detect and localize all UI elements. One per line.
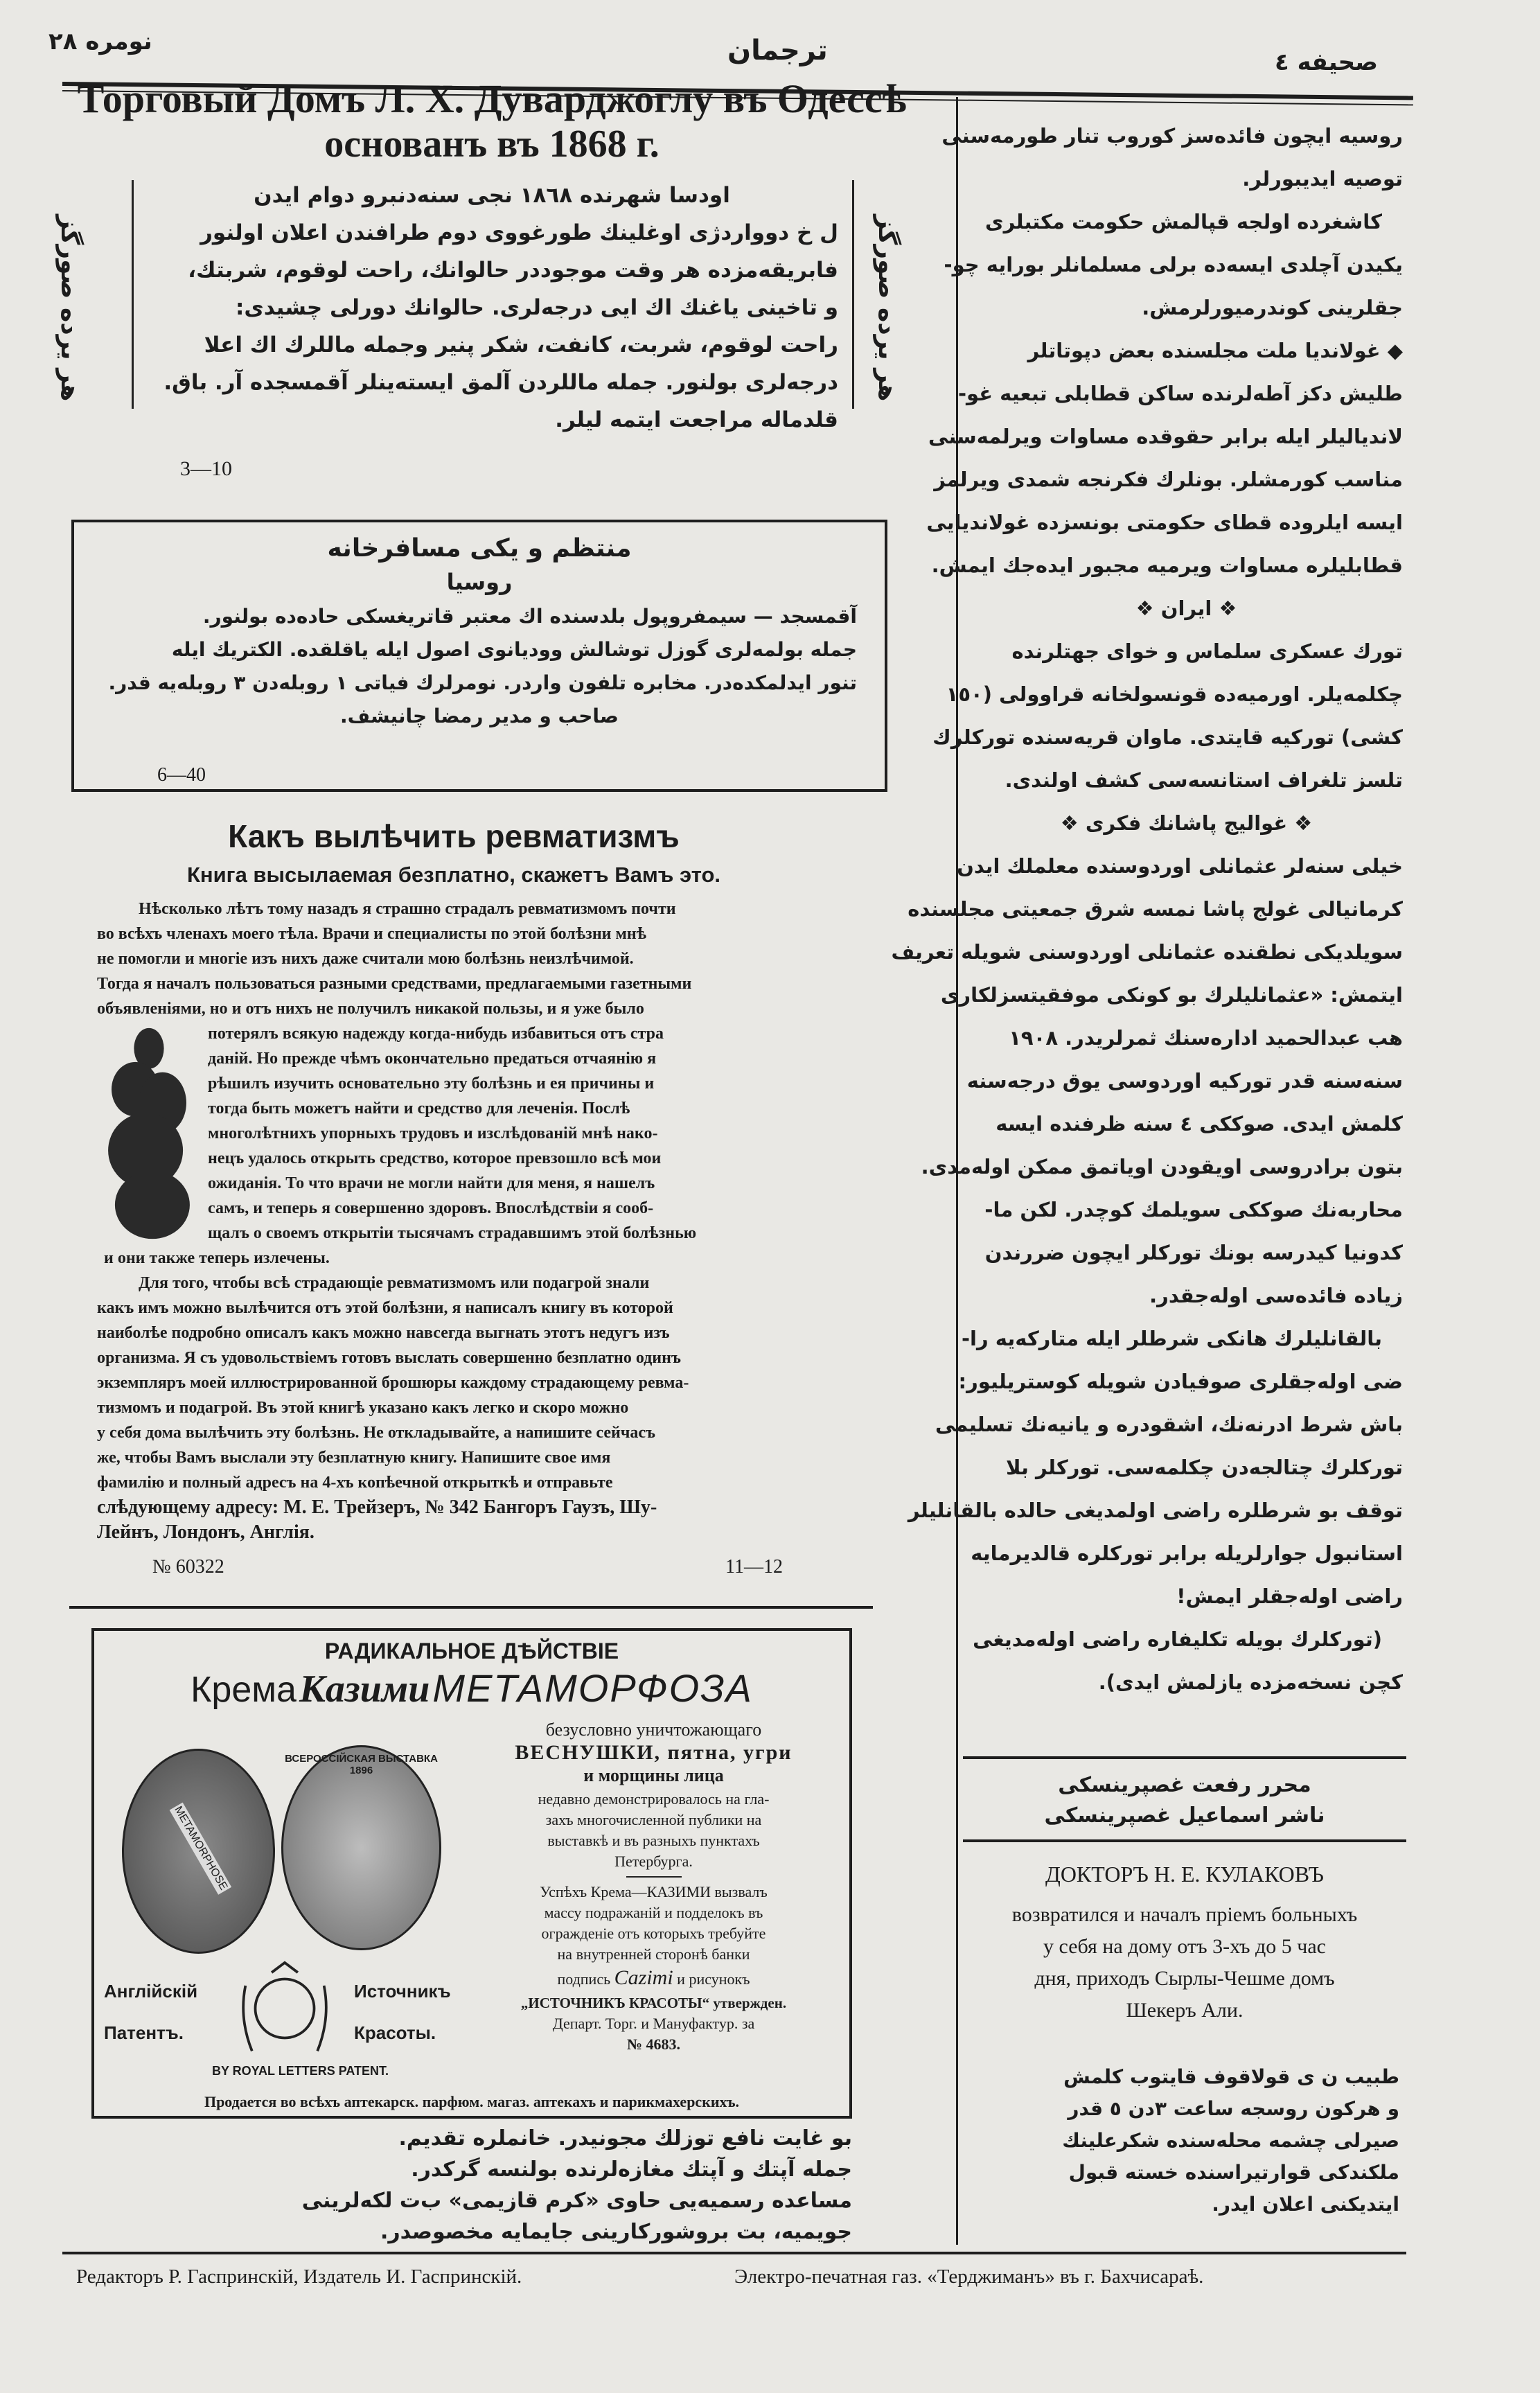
title-part: МЕТАМОРФОЗА xyxy=(432,1666,753,1710)
crest-caption: BY ROYAL LETTERS PATENT. xyxy=(212,2064,389,2078)
ad-rheumatism xyxy=(97,818,811,1578)
text-line: на внутренней сторонѣ банки xyxy=(557,1945,750,1963)
text-line: ل خ دوواردژی اوغلینك طورغووی دوم طرافندن اعلان اولنور xyxy=(200,220,838,245)
crest-label: Красоты. xyxy=(354,2022,436,2043)
ad-hotel-subtitle: روسیا xyxy=(446,569,513,595)
text-line: باش شرط ادرنه‌نك، اشقودره و یانیه‌نك تسلیمی xyxy=(935,1413,1403,1436)
text-line: тогда быть можетъ найти и средство для леченія. Послѣ xyxy=(208,1100,630,1118)
side-text-left: هر یرده صورگز xyxy=(55,215,84,402)
text-line: Успѣхъ Крема—КАЗИМИ вызвалъ xyxy=(540,1883,768,1900)
text-line: Шекеръ Али. xyxy=(1126,1999,1243,2022)
text-line: не помогли и многіе изъ нихъ даже считали мою болѣзнь неизлѣчимой. xyxy=(97,950,634,968)
text-line: многолѣтнихъ упорныхъ трудовъ и изслѣдованій мнѣ нако- xyxy=(208,1124,658,1142)
text-line: سویلدیکی نطقنده عثمانلی اوردوسنی شویله تعریف xyxy=(891,940,1403,964)
text-line: توصیه ایدیبورلر. xyxy=(1242,167,1403,191)
text-line: объявленіями, но и отъ нихъ не получилъ никакой пользы, и я уже было xyxy=(97,1000,644,1018)
text-line: راضی اوله‌جقلر ایمش! xyxy=(1176,1584,1403,1608)
text-line: даній. Но прежде чѣмъ окончательно предаться отчаянію я xyxy=(208,1050,657,1068)
text-line: щалъ о своемъ открытіи тысячамъ страдавшимъ этой болѣзнью xyxy=(208,1224,697,1242)
title-part: Казими xyxy=(299,1668,430,1711)
text-line: ایسه ایلروده قطای حکومتی بونسزده غولاندیایی xyxy=(926,511,1403,534)
title-part: Крема xyxy=(191,1670,297,1710)
text-line: массу подражаній и подделокъ въ xyxy=(544,1904,763,1921)
text-line: قلدماله مراجعت ایتمه لیلر. xyxy=(555,407,838,432)
text-line: Для того, чтобы всѣ страдающіе ревматизмомъ или подагрой знали xyxy=(139,1274,650,1292)
text-line: یکیدن آچلدی ایسه‌ده برلی مسلمانلر بورایه چو- xyxy=(944,253,1403,276)
text-line: выставкѣ и въ разныхъ пунктахъ xyxy=(547,1832,760,1849)
text-line: قطابلیلره مساوات ویرمیه مجبور ایده‌جك ایمش. xyxy=(931,554,1403,577)
text: и рисунокъ xyxy=(677,1970,750,1988)
text-line: „ИСТОЧНИКЪ КРАСОТЫ“ утвержден. xyxy=(520,1995,787,2011)
ad-ref: 3—10 xyxy=(180,457,232,480)
text-line: потерялъ всякую надежду когда-нибудь избавиться отъ стра xyxy=(208,1025,664,1043)
ad-doctor xyxy=(970,1860,1399,2026)
text-line: недавно демонстрировалось на гла- xyxy=(538,1790,770,1808)
text-line: экземпляръ моей иллюстрированной брошюры каждому страдающему ревма- xyxy=(97,1374,689,1392)
text-line: درجه‌لری بولنور. جمله ماللردن آلمق ایسته‌ینلر آقمسجده آر. باق. xyxy=(163,370,838,395)
diamond-bullet-icon: ◆ xyxy=(1380,339,1403,362)
ad-kazimi-arabic xyxy=(125,2123,852,2248)
plant-illustration xyxy=(97,1021,201,1246)
text-line: و تاخینی یاغنك اك ایی درجه‌لری. حالوانك دورلی چشیدی: xyxy=(235,295,838,320)
text-line: بتون برادروسی اویقودن اویاتمق ممکن اوله‌مدی. xyxy=(921,1155,1403,1178)
crest-label: Англійскій xyxy=(104,1981,198,2002)
ad-title: Какъ вылѣчить ревматизмъ xyxy=(228,818,680,854)
ad-body-bottom xyxy=(97,1246,811,1545)
text-line: تورك عسکری سلماس و خوای جهتلرنده xyxy=(1011,639,1403,663)
text-line: ملکندکی قوارتیراسنده خسته قبول xyxy=(1068,2161,1399,2184)
text-line: ВЕСНУШКИ, пятна, угри xyxy=(515,1741,793,1764)
text-line: کدونیا کیدرسه بونك تورکلر ایچون ضررندن xyxy=(984,1241,1403,1264)
text-line: № 4683. xyxy=(626,2036,681,2053)
text-line: фамилію и полный адресъ на 4-хъ копѣечной открыткѣ и отправьте xyxy=(97,1474,613,1492)
divider xyxy=(132,180,134,409)
text-line: طلیش دکز آطه‌لرنده ساکن قطابلی تبعیه غو- xyxy=(958,382,1403,405)
text-line: возвратился и началъ пріемъ больныхъ xyxy=(1011,1903,1358,1926)
text-line: و هرکون روسجه ساعت ٣دن ٥ قدر xyxy=(1068,2097,1399,2120)
text-line: (تورکلرك بویله تکلیفاره راضی اوله‌مدیغی xyxy=(973,1627,1382,1651)
ad-ref: 6—40 xyxy=(157,764,206,786)
ad-kazimi xyxy=(91,1628,852,2119)
text-line: چکلمه‌یلر. اورمیه‌ده قونسولخانه قراوولی (١٥٠ xyxy=(946,682,1403,706)
medal-left xyxy=(122,1749,275,1954)
text-line: же, чтобы Вамъ выслали эту безплатную книгу. Напишите свое имя xyxy=(97,1449,611,1467)
heading-text: غوالیج پاشانك فکری xyxy=(1085,811,1288,835)
text-line: и они также теперь излечены. xyxy=(104,1249,330,1267)
text-line: у себя на дому отъ 3-хъ до 5 час xyxy=(1043,1935,1326,1958)
text-line: طبیب ن ی قولاقوف قایتوب کلمش xyxy=(1063,2065,1399,2088)
text-line: زیاده فائده‌سی اوله‌جقدر. xyxy=(1149,1284,1403,1307)
text-line: Лейнъ, Лондонъ, Англія. xyxy=(97,1521,315,1543)
text-line: صاحب و مدیر رمضا چانیشف. xyxy=(340,705,619,727)
heading-text: ایران xyxy=(1160,597,1212,620)
text-line: توقف بو شرطلره راضی اولمدیغی حالده بالقانلیلر xyxy=(908,1499,1403,1522)
ad-hotel xyxy=(71,520,887,792)
footer-credits: Редакторъ Р. Гаспринскій, Издатель И. Гаспринскій. xyxy=(76,2266,522,2288)
ad-arabic-body xyxy=(145,177,838,439)
ad-title: ДОКТОРЪ Н. Е. КУЛАКОВЪ xyxy=(1045,1862,1324,1887)
ad-body-wrap xyxy=(208,1021,811,1246)
crest-label: Источникъ xyxy=(354,1981,451,2002)
text-line: کشی) تورکیه قایتدی. ماوان قریه‌سنده تورکلرك xyxy=(932,725,1403,749)
ad-subtitle: Книга высылаемая безплатно, скажетъ Вамъ это. xyxy=(186,863,721,887)
text-line: рѣшилъ изучить основательно эту болѣзнь и ея причины и xyxy=(208,1075,655,1093)
text-line: Тогда я началъ пользоваться разными средствами, предлагаемыми газетными xyxy=(97,975,692,993)
text-line: کاشغرده اولجه قپالمش حکومت مکتبلری xyxy=(984,210,1382,233)
text-line: محاربه‌نك صوککی سویلمك کوچدر. لکن ما- xyxy=(984,1198,1403,1221)
text-line: مساعده رسمیه‌یی حاوی «کرم قازیمی» ب‌ت‌ لکه‌لرینی xyxy=(301,2189,852,2213)
text: подпись xyxy=(557,1970,611,1988)
text-line: у себя дома вылѣчить эту болѣзнь. Не откладывайте, а напишите сейчасъ xyxy=(97,1424,656,1442)
footer-printer: Электро-печатная газ. «Терджиманъ» въ г. Бахчисараѣ. xyxy=(734,2266,1204,2288)
medal-text: ВСЕРОССІЙСКАЯ ВЫСТАВКА 1896 xyxy=(285,1753,438,1776)
text-line: самъ, и теперь я совершенно здоровъ. Впослѣдствіи я сооб- xyxy=(208,1199,654,1217)
ad-ref-number: № 60322 xyxy=(152,1556,224,1578)
text-line: تورکلرك چتالجه‌دن چکلمه‌سی. تورکلر بلا xyxy=(1005,1456,1403,1479)
ad-hotel-body xyxy=(74,596,885,733)
text-line: огражденіе отъ которыхъ требуйте xyxy=(541,1925,766,1942)
section-heading: ❖ ایران ❖ xyxy=(1135,597,1237,620)
text-line: تنور ایدلمکده‌در. مخابره تلفون واردر. نومرلرك فیاتی ١ روبله‌دن ٣ روبله‌یه قدر. xyxy=(108,671,857,694)
divider xyxy=(626,1876,682,1878)
text-line: بالقانلیلرك هانکی شرطلر ایله متارکه‌یه را- xyxy=(961,1327,1382,1350)
text-line: ایتدیکنی اعلان ایدر. xyxy=(1212,2193,1399,2216)
page-label: صحيفه ٤ xyxy=(1275,48,1378,76)
text-line: کلمش ایدی. صوککی ٤ سنه ظرفنده ایسه xyxy=(995,1112,1403,1136)
text-line: тизмомъ и подагрой. Въ этой книгѣ указано какъ легко и скоро можно xyxy=(97,1399,629,1417)
text-line: безусловно уничтожающаго xyxy=(545,1720,762,1740)
ad-kicker: РАДИКАЛЬНОЕ ДѢЙСТВІЕ xyxy=(324,1639,619,1663)
text-line: صیرلی چشمه محله‌سنده شکرعلینك xyxy=(1062,2129,1399,2152)
footer-rule xyxy=(62,2252,1406,2254)
text-line: تلسز تلغراف استانسه‌سی کشف اولندی. xyxy=(1004,768,1403,792)
text-line: استانبول جوارلریله برابر تورکلره قالدیرمایه xyxy=(971,1542,1403,1565)
text-line: هب عبدالحمید اداره‌سنك ثمرلریدر. ١٩٠٨ xyxy=(1009,1026,1403,1050)
text-line: ожиданія. То что врачи не могли найти для меня, я нашелъ xyxy=(208,1174,655,1192)
ad-footer: Продается во всѣхъ аптекарск. парфюм. магаз. аптекахъ и парикмахерскихъ. xyxy=(204,2093,740,2110)
text-line: слѣдующему адресу: М. Е. Трейзеръ, № 342 Бангоръ Гаузъ, Шу- xyxy=(97,1496,657,1518)
text-line: и морщины лица xyxy=(583,1765,724,1785)
text-line: захъ многочисленной публики на xyxy=(545,1811,762,1828)
signature-line xyxy=(465,1965,842,1993)
ad-kazimi-body xyxy=(465,1720,842,2055)
ad-subtitle: основанъ въ 1868 г. xyxy=(324,123,660,166)
text-line: جمله آپتك و آپتك مغازه‌لرنده بولنسه گرکدر. xyxy=(411,2157,852,2182)
text-line xyxy=(970,329,1403,372)
text-line: какъ имъ можно вылѣчится отъ этой болѣзни, я написалъ книгу въ которой xyxy=(97,1299,673,1317)
text-line: наиболѣе подробно описалъ какъ можно навсегда выгнать этотъ недугъ изъ xyxy=(97,1324,670,1342)
divider xyxy=(852,180,854,409)
ad-ref: 11—12 xyxy=(725,1556,783,1578)
issue-number: نومره ٢٨ xyxy=(48,28,152,55)
text-line: дня, приходъ Сырлы-Чешме домъ xyxy=(1034,1967,1335,1990)
medal-text: METAMORPHOSE xyxy=(170,1803,231,1895)
text-line: مناسب کورمشلر. بونلرك فکرنجه شمدی ویرلمز xyxy=(934,468,1403,491)
text-line: ایتمش: «عثمانلیلرك بو کونکی موفقیتسزلکاری xyxy=(940,983,1403,1007)
text-line: Петербурга. xyxy=(614,1853,693,1870)
ad-hotel-title: منتظم و یکی مسافرخانه xyxy=(327,534,632,563)
text-line: روسیه ایچون فائده‌سز کوروب تنار طورمه‌سنی xyxy=(941,124,1403,148)
side-text-right: هر یرده صورگز xyxy=(873,215,901,402)
royal-crest xyxy=(226,1957,344,2060)
section-heading: ❖ غوالیج پاشانك فکری ❖ xyxy=(1060,811,1313,835)
medal-right xyxy=(281,1745,441,1950)
ad-body-top xyxy=(97,897,811,1021)
text-line: اودسا شهرنده ١٨٦٨ نجی سنه‌دنبرو دوام ایدن xyxy=(254,183,730,208)
ad-title xyxy=(94,1666,849,1722)
text-line: Департ. Торг. и Мануфактур. за xyxy=(552,2015,755,2032)
ad-title: Торговый Домъ Л. Х. Дуварджоглу въ Одессѣ xyxy=(77,76,907,121)
masthead-credits xyxy=(970,1770,1399,1831)
text-line: ضی اوله‌جقلری صوفیادن شویله کوستریلیور: xyxy=(958,1370,1403,1393)
text-line: Нѣсколько лѣтъ тому назадъ я страшно страдалъ ревматизмомъ почти xyxy=(139,900,676,918)
text-line: خیلی سنه‌لر عثمانلی اوردوسنده معلملك ایدن xyxy=(957,854,1403,878)
signature: Cazimi xyxy=(614,1966,673,1989)
text-line: فابریقه‌مزده هر وقت موجوددر حالوانك، راحت لوقوم، شربتك، xyxy=(188,258,838,283)
text-line: کرمانیالی غولج پاشا نمسه شرق جمعیتی مجلسنده xyxy=(908,897,1403,921)
editor-credit: محرر رفعت غصپرینسکی xyxy=(1058,1773,1311,1797)
publisher-credit: ناشر اسماعیل غصپرینسکی xyxy=(1044,1803,1325,1828)
text-line: سنه‌سنه قدر تورکیه اوردوسی یوق درجه‌سنه xyxy=(966,1069,1403,1093)
text-line: لاندیالیلر ایله برابر حقوقده مساوات ویرلمه‌سنی xyxy=(928,425,1403,448)
ad-duvardzhoglu xyxy=(42,76,942,492)
text-line: کچن نسخه‌مزده یازلمش ایدی). xyxy=(1098,1670,1403,1694)
section-rule xyxy=(963,1756,1406,1759)
text-line: بو غایت نافع توزلك مجونیدر. خانملره تقدیم. xyxy=(398,2126,852,2151)
text-line: нецъ удалось открыть средство, которое превзошло всѣ мои xyxy=(208,1149,662,1167)
text-line: جمله بولمه‌لری گوزل توشالش وودیانوی اصول ایله یاقلقده. الکتریك ایله xyxy=(171,638,857,661)
text-line: جویمیه، بت بروشورکارینی جایمایه مخصوصدر. xyxy=(380,2220,852,2244)
text: غولاندیا ملت مجلسنده بعض دپوتاتلر xyxy=(1027,339,1381,362)
text-line: جقلرینی کوندرمیورلرمش. xyxy=(1142,296,1403,319)
crest-label: Патентъ. xyxy=(104,2022,184,2043)
section-rule xyxy=(963,1839,1406,1842)
text-line: آقمسجد — سیمفروپول بلدسنده اك معتبر قاتریغسکی حاده‌ده بولنور. xyxy=(202,605,857,628)
text-line: во всѣхъ членахъ моего тѣла. Врачи и специалисты по этой болѣзни мнѣ xyxy=(97,925,647,943)
masthead: ترجمان xyxy=(727,35,828,67)
news-column xyxy=(891,114,1403,1704)
section-rule xyxy=(69,1606,873,1609)
ad-doctor-arabic xyxy=(970,2061,1399,2220)
text-line: организма. Я съ удовольствіемъ готовъ выслать совершенно безплатно одинъ xyxy=(97,1349,681,1367)
text-line: راحت لوقوم، شربت، کانفت، شکر پنیر وجمله ماللرك اك اعلا xyxy=(204,333,838,357)
